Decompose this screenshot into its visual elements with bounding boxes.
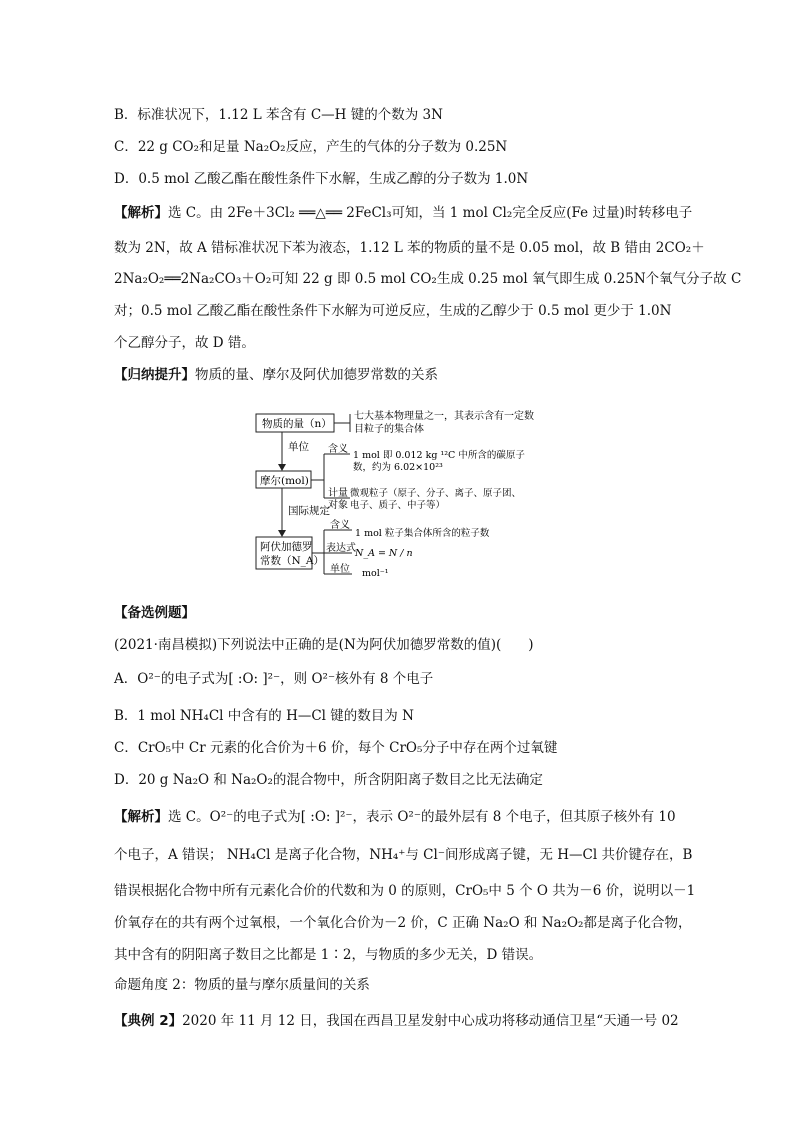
analysis-1-line-3: 2Na₂O₂══2Na₂CO₃＋O₂可知 22 g 即 0.5 mol CO₂生成 0.25 mol 氧气即生成 0.25N个氧气分子故 C	[114, 271, 742, 287]
example-2-label: 【典例 2】	[114, 1013, 183, 1029]
analysis-2-label: 【解析】	[114, 809, 168, 825]
analysis-2-line-1: 【解析】选 C。O²⁻的电子式为[ :O: ]²⁻，表示 O²⁻的最外层有 8 个电子，但其原子核外有 10	[114, 809, 676, 825]
analysis-1-line-1: 【解析】选 C。由 2Fe＋3Cl₂ ══△══ 2FeCl₃可知，当 1 mol Cl₂完全反应(Fe 过量)时转移电子	[114, 205, 693, 221]
analysis-1-line-5: 个乙醇分子，故 D 错。	[114, 335, 255, 351]
summary-heading: 【归纳提升】物质的量、摩尔及阿伏加德罗常数的关系	[114, 367, 438, 383]
analysis-1-line-2: 数为 2N，故 A 错标准状况下苯为液态，1.12 L 苯的物质的量不是 0.05 mol，故 B 错由 2CO₂＋	[114, 240, 705, 256]
mole-count-3: 对象	[328, 500, 348, 511]
box1-desc-1: 七大基本物理量之一，其表示含有一定数	[354, 411, 534, 422]
analysis-2-line-4: 价氧存在的共有两个过氧根，一个氧化合价为－2 价，C 正确 Na₂O 和 Na₂O₂都是离子化合物，	[114, 915, 692, 931]
box-amount-label: 物质的量（n）	[262, 418, 332, 430]
box-mole-label: 摩尔(mol)	[260, 475, 309, 487]
mole-count-2: 电子、质子、中子等）	[350, 500, 446, 511]
avogadro-unit: mol⁻¹	[362, 568, 389, 579]
analysis-label: 【解析】	[114, 205, 168, 221]
alt-option-b: B．1 mol NH₄Cl 中含有的 H—Cl 键的数目为 N	[114, 708, 414, 724]
mole-count-1: 微观粒子（原子、分子、离子、原子团、	[350, 488, 522, 499]
mole-count-tag: 计量	[328, 488, 348, 499]
avogadro-unit-tag: 单位	[330, 564, 350, 575]
analysis-2-line-3: 错误根据化合物中所有元素化合价的代数和为 0 的原则，CrO₅中 5 个 O 共为－6 价，说明以－1	[114, 883, 696, 899]
mole-def-2: 数，约为 6.02×10²³	[353, 462, 443, 473]
analysis-2-line-5: 其中含有的阴阳离子数目之比都是 1∶2，与物质的多少无关，D 错误。	[114, 947, 543, 963]
avogadro-expr-tag: 表达式	[326, 543, 356, 554]
analysis-2-line-2: 个电子，A 错误； NH₄Cl 是离子化合物，NH₄⁺与 Cl⁻间形成离子键，无 H—Cl 共价键存在，B	[114, 847, 693, 863]
alt-option-a: A．O²⁻的电子式为[ :O: ]²⁻，则 O²⁻核外有 8 个电子	[114, 671, 434, 687]
example-2-line: 【典例 2】2020 年 11 月 12 日，我国在西昌卫星发射中心成功将移动通信卫星“天通一号 02	[114, 1013, 679, 1029]
mole-def-tag: 含义	[328, 444, 348, 455]
avogadro-def: 1 mol 粒子集合体所含的粒子数	[355, 528, 490, 539]
option-d: D．0.5 mol 乙酸乙酯在酸性条件下水解，生成乙醇的分子数为 1.0N	[114, 171, 529, 187]
concept-diagram	[254, 402, 544, 580]
mole-def-1: 1 mol 即 0.012 kg ¹²C 中所含的碳原子	[353, 450, 525, 461]
option-b: B．标准状况下，1.12 L 苯含有 C—H 键的个数为 3N	[114, 107, 443, 123]
summary-label: 【归纳提升】	[114, 367, 195, 383]
arrow-intl-label: 国际规定	[288, 505, 330, 517]
box1-desc-2: 目粒子的集合体	[354, 424, 424, 435]
alt-question: (2021·南昌模拟)下列说法中正确的是(N为阿伏加德罗常数的值)( )	[114, 637, 534, 653]
analysis-1-line-4: 对；0.5 mol 乙酸乙酯在酸性条件下水解为可逆反应，生成的乙醇少于 0.5 mol 更少于 1.0N	[114, 303, 672, 319]
alt-option-c: C．CrO₅中 Cr 元素的化合价为＋6 价，每个 CrO₅分子中存在两个过氧键	[114, 740, 558, 756]
proposition-angle: 命题角度 2：物质的量与摩尔质量间的关系	[114, 977, 370, 993]
avogadro-expr: N_A = N / n	[355, 548, 413, 559]
box-avogadro-2: 常数（N_A）	[260, 555, 325, 567]
avogadro-def-tag: 含义	[330, 520, 350, 531]
option-c: C．22 g CO₂和足量 Na₂O₂反应，产生的气体的分子数为 0.25N	[114, 139, 508, 155]
alt-option-d: D．20 g Na₂O 和 Na₂O₂的混合物中，所含阴阳离子数目之比无法确定	[114, 772, 543, 788]
alt-example-label: 【备选例题】	[114, 605, 195, 621]
box-avogadro-1: 阿伏加德罗	[260, 541, 313, 553]
arrow-unit-label: 单位	[288, 441, 309, 453]
